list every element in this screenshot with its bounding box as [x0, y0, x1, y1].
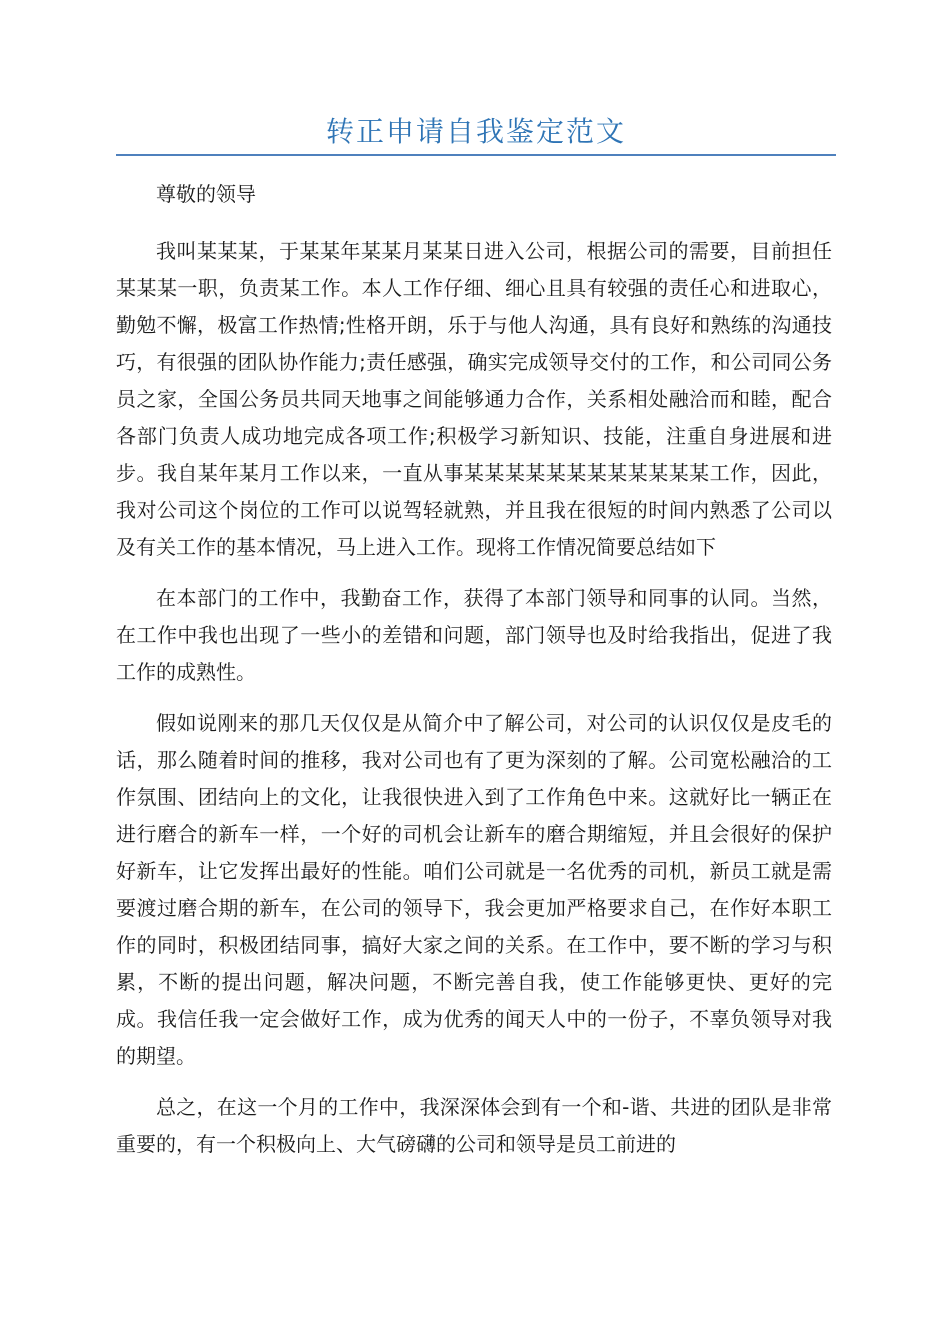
paragraph-2: 在本部门的工作中，我勤奋工作，获得了本部门领导和同事的认同。当然，在工作中我也出现了一些小的差错和问题，部门领导也及时给我指出，促进了我工作的成熟性。	[116, 586, 832, 684]
paragraph-1: 我叫某某某，于某某年某某月某某日进入公司，根据公司的需要，目前担任某某某一职，负责某工作。本人工作仔细、细心且具有较强的责任心和进取心，勤勉不懈，极富工作热情;性格开朗，乐于与他人沟通，具有良好和熟练的沟通技巧，有很强的团队协作能力;责任感强，确实完成领导交付的工作，和公司同公务员之家，全国公务员共同天地事之间能够通力合作，关系相处融洽而和睦，配合各部门负责人成功地完成各项工作;积极学习新知识、技能，注重自身进展和进步。我自某年某月工作以来，一直从事某某某某某某某某某某某某工作，因此，我对公司这个岗位的工作可以说驾轻就熟，并且我在很短的时间内熟悉了公司以及有关工作的基本情况，马上进入工作。现将工作情况简要总结如下	[116, 239, 832, 559]
title-underline	[116, 154, 836, 156]
document-body	[116, 176, 832, 1177]
paragraph-4: 总之，在这一个月的工作中，我深深体会到有一个和-谐、共进的团队是非常重要的，有一个积极向上、大气磅礴的公司和领导是员工前进的	[116, 1095, 832, 1156]
salutation: 尊敬的领导	[156, 182, 256, 206]
document-title: 转正申请自我鉴定范文	[325, 115, 626, 148]
paragraph-3: 假如说刚来的那几天仅仅是从简介中了解公司，对公司的认识仅仅是皮毛的话，那么随着时间的推移，我对公司也有了更为深刻的了解。公司宽松融洽的工作氛围、团结向上的文化，让我很快进入到了工作角色中来。这就好比一辆正在进行磨合的新车一样，一个好的司机会让新车的磨合期缩短，并且会很好的保护好新车，让它发挥出最好的性能。咱们公司就是一名优秀的司机，新员工就是需要渡过磨合期的新车，在公司的领导下，我会更加严格要求自己，在作好本职工作的同时，积极团结同事，搞好大家之间的关系。在工作中，要不断的学习与积累，不断的提出问题，解决问题，不断完善自我，使工作能够更快、更好的完成。我信任我一定会做好工作，成为优秀的闻天人中的一份子，不辜负领导对我的期望。	[116, 711, 832, 1068]
